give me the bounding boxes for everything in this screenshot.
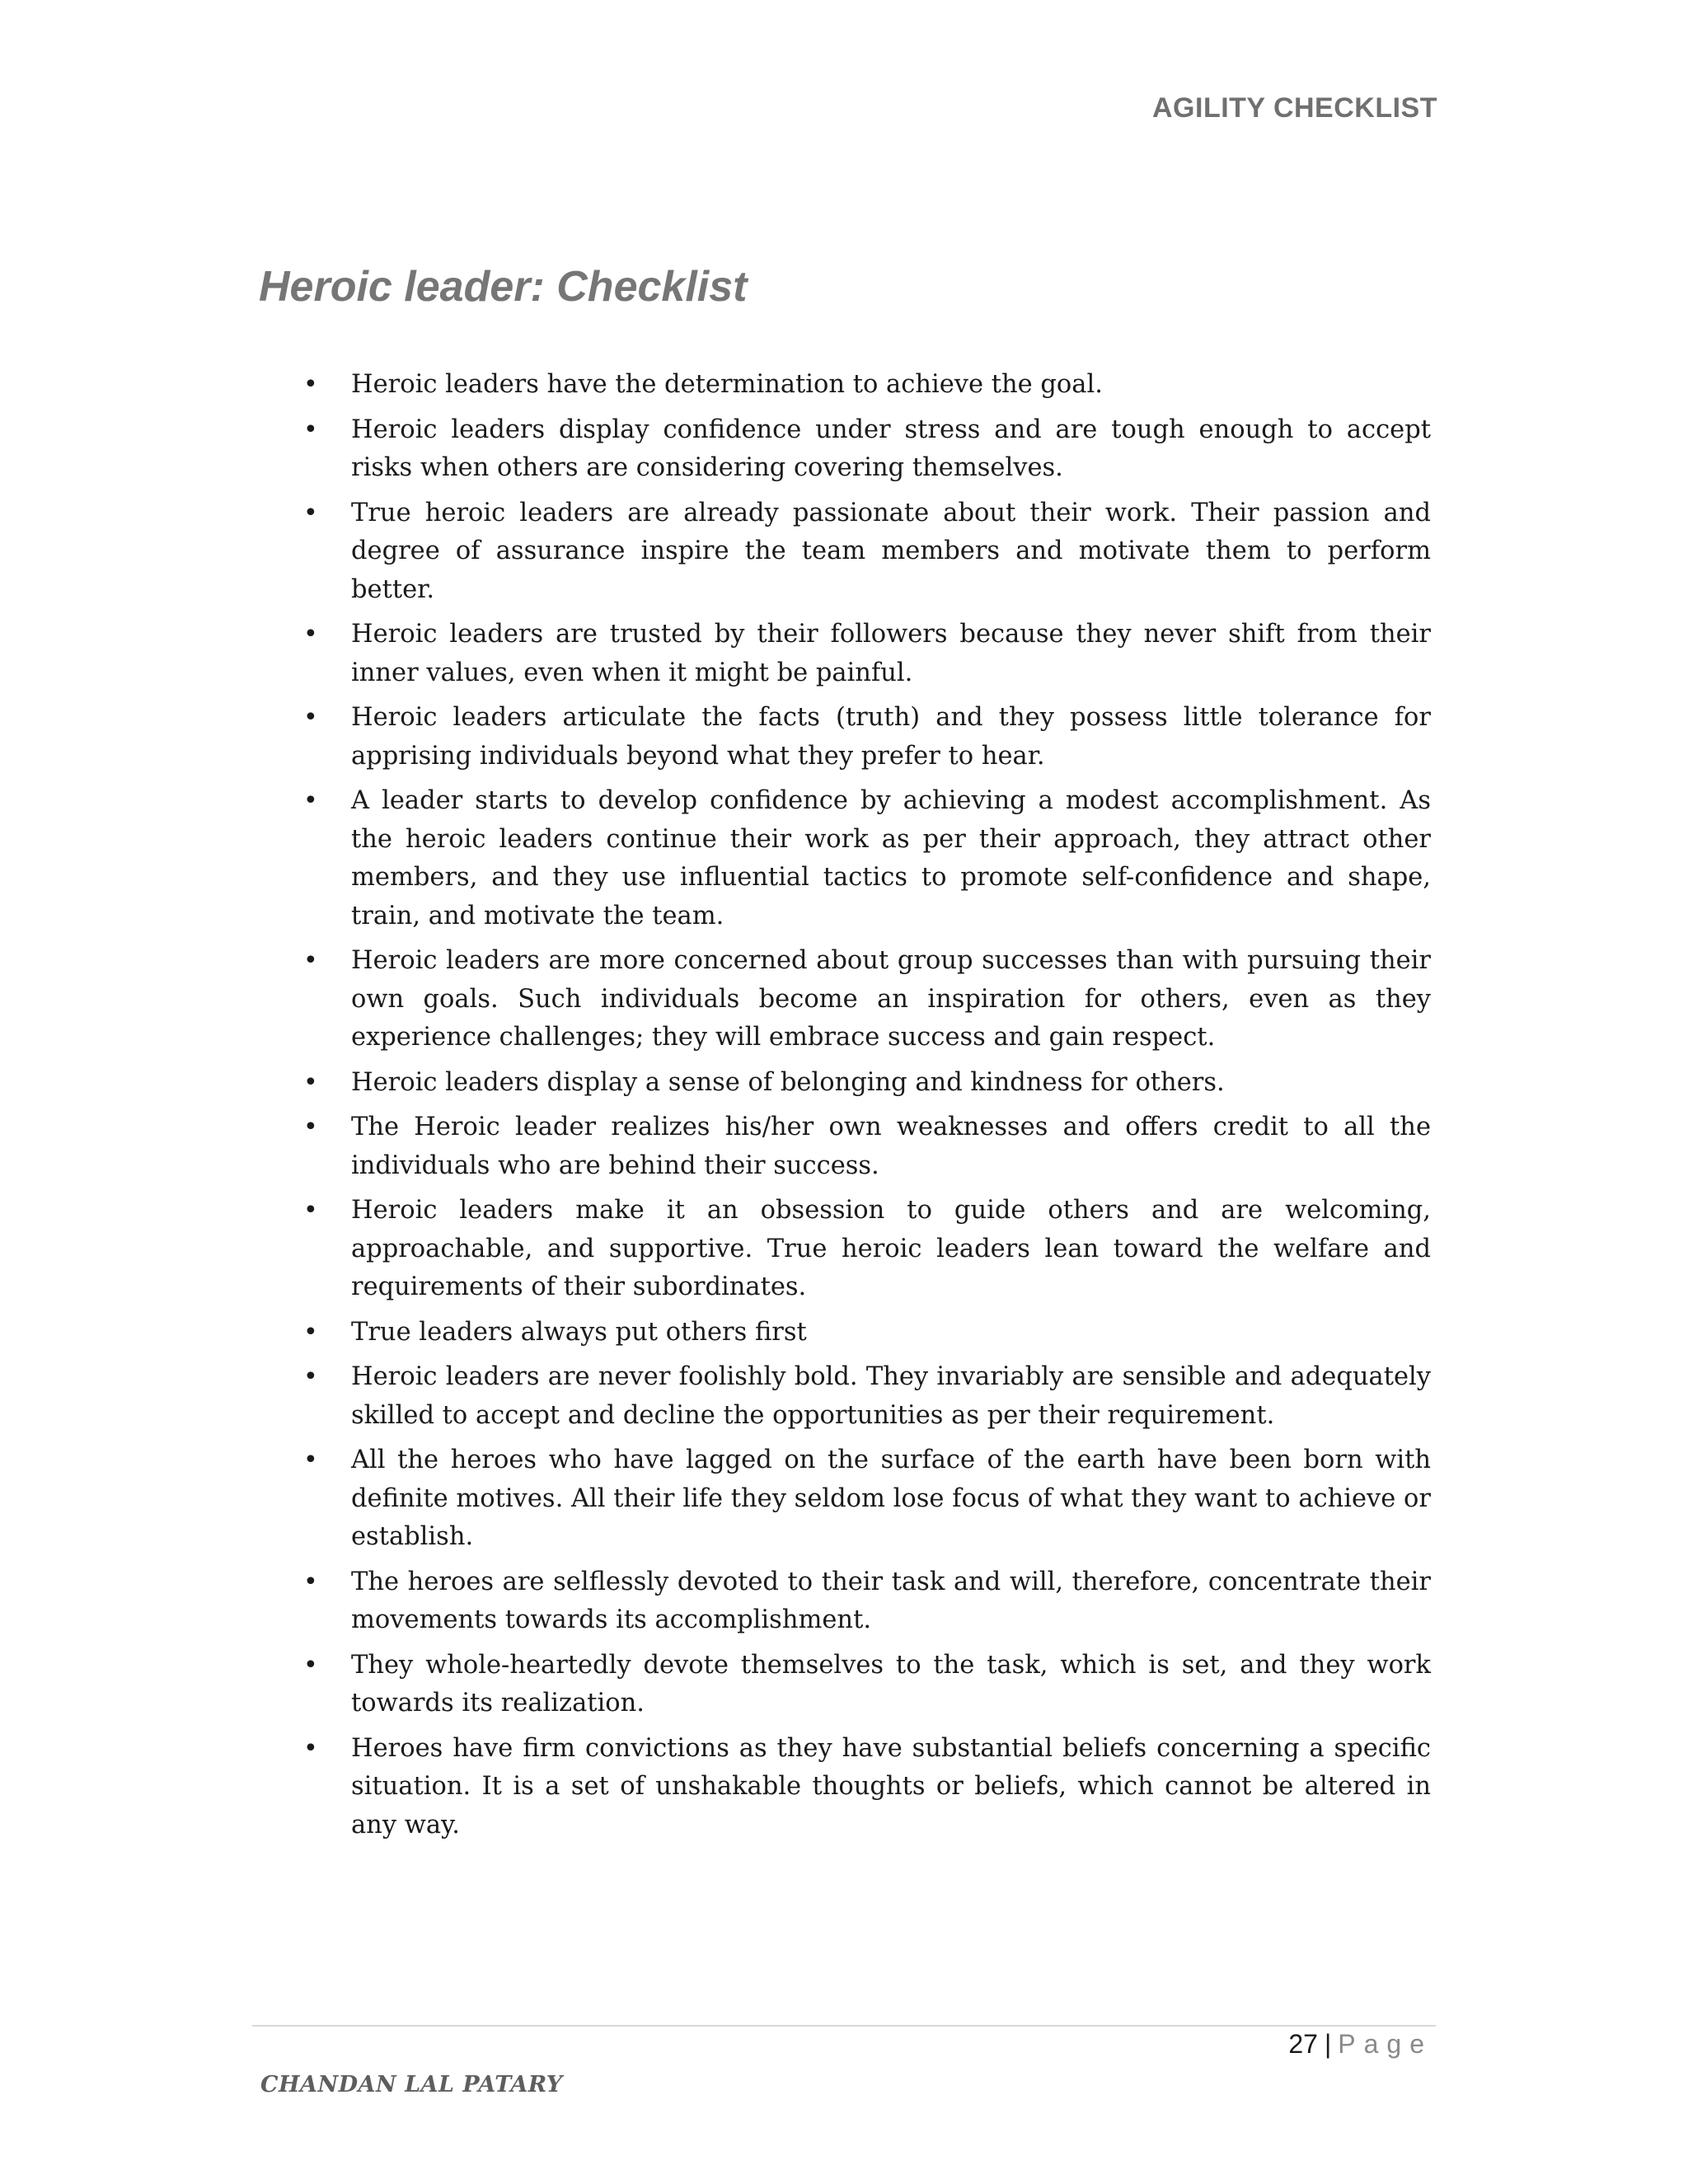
page-number-separator: | bbox=[1324, 2029, 1332, 2059]
page-number bbox=[1288, 2029, 1432, 2060]
list-item-text: Heroes have firm convictions as they have substantial beliefs concerning a specific situation. It is a set of unshakable thoughts or beliefs, which cannot be altered in any way. bbox=[351, 1733, 1431, 1840]
bullet-icon: • bbox=[303, 1067, 318, 1097]
list-item bbox=[303, 699, 1431, 776]
bullet-icon: • bbox=[303, 1196, 318, 1225]
list-item bbox=[303, 1441, 1431, 1557]
bullet-icon: • bbox=[303, 415, 318, 444]
bullet-icon: • bbox=[303, 1446, 318, 1474]
list-item bbox=[303, 1192, 1431, 1307]
list-item-text: True heroic leaders are already passionate about their work. Their passion and degree of assurance inspire the team members and motivate them to perform better. bbox=[351, 498, 1431, 604]
list-item bbox=[303, 1108, 1431, 1185]
bullet-icon: • bbox=[303, 946, 318, 975]
list-item bbox=[303, 366, 1431, 405]
bullet-icon: • bbox=[303, 1567, 318, 1596]
list-item-text: The heroes are selflessly devoted to their task and will, therefore, concentrate their movements towards its accomplishment. bbox=[351, 1567, 1431, 1634]
bullet-icon: • bbox=[303, 1317, 318, 1347]
list-item bbox=[303, 1647, 1431, 1723]
page-title: Heroic leader: Checklist bbox=[259, 263, 748, 311]
list-item-text: Heroic leaders have the determination to achieve the goal. bbox=[351, 370, 1103, 399]
author-name: CHANDAN LAL PATARY bbox=[260, 2072, 563, 2097]
list-item bbox=[303, 782, 1431, 935]
list-item-text: They whole-heartedly devote themselves to the task, which is set, and they work towards its realization. bbox=[351, 1650, 1431, 1718]
bullet-icon: • bbox=[303, 620, 318, 649]
list-item-text: Heroic leaders display a sense of belonging and kindness for others. bbox=[351, 1067, 1225, 1097]
bullet-icon: • bbox=[303, 1362, 318, 1391]
bullet-icon: • bbox=[303, 786, 318, 815]
page-word: Page bbox=[1338, 2029, 1432, 2059]
list-item-text: Heroic leaders make it an obsession to guide others and are welcoming, approachable, and supportive. True heroic leaders lean toward the welfare and requirements of their subordinates. bbox=[351, 1196, 1431, 1301]
list-item-text: All the heroes who have lagged on the surface of the earth have been born with definite motives. All their life they seldom lose focus of what they want to achieve or establish. bbox=[351, 1446, 1431, 1551]
list-item-text: Heroic leaders are more concerned about group successes than with pursuing their own goals. Such individuals become an inspiration for others, even as they experience challenges; they will embrace success and gain respect. bbox=[351, 946, 1431, 1052]
bullet-icon: • bbox=[303, 703, 318, 732]
list-item bbox=[303, 1358, 1431, 1435]
footer-divider bbox=[252, 2025, 1436, 2027]
list-item bbox=[303, 1314, 1431, 1352]
list-item-text: Heroic leaders display confidence under stress and are tough enough to accept risks when others are considering covering themselves. bbox=[351, 415, 1431, 482]
list-item bbox=[303, 1064, 1431, 1103]
bullet-icon: • bbox=[303, 1733, 318, 1763]
checklist bbox=[303, 366, 1431, 1851]
bullet-icon: • bbox=[303, 1113, 318, 1141]
list-item bbox=[303, 494, 1431, 610]
bullet-icon: • bbox=[303, 498, 318, 527]
list-item-text: Heroic leaders are trusted by their followers because they never shift from their inner values, even when it might be painful. bbox=[351, 620, 1431, 687]
bullet-icon: • bbox=[303, 370, 318, 399]
list-item-text: Heroic leaders are never foolishly bold. They invariably are sensible and adequately skilled to accept and decline the opportunities as per their requirement. bbox=[351, 1362, 1431, 1430]
running-header: AGILITY CHECKLIST bbox=[1152, 92, 1437, 124]
list-item-text: Heroic leaders articulate the facts (truth) and they possess little tolerance for apprising individuals beyond what they prefer to hear. bbox=[351, 703, 1431, 771]
list-item bbox=[303, 411, 1431, 488]
list-item bbox=[303, 1563, 1431, 1640]
list-item bbox=[303, 616, 1431, 692]
list-item bbox=[303, 1730, 1431, 1845]
bullet-icon: • bbox=[303, 1650, 318, 1680]
page-number-value: 27 bbox=[1288, 2029, 1318, 2059]
list-item-text: The Heroic leader realizes his/her own weaknesses and offers credit to all the individuals who are behind their success. bbox=[351, 1113, 1431, 1180]
list-item-text: True leaders always put others first bbox=[351, 1317, 807, 1347]
list-item-text: A leader starts to develop confidence by achieving a modest accomplishment. As the heroic leaders continue their work as per their approach, they attract other members, and they use influential tactics to promote self-confidence and shape, train, and motivate the team. bbox=[351, 786, 1431, 930]
list-item bbox=[303, 942, 1431, 1057]
